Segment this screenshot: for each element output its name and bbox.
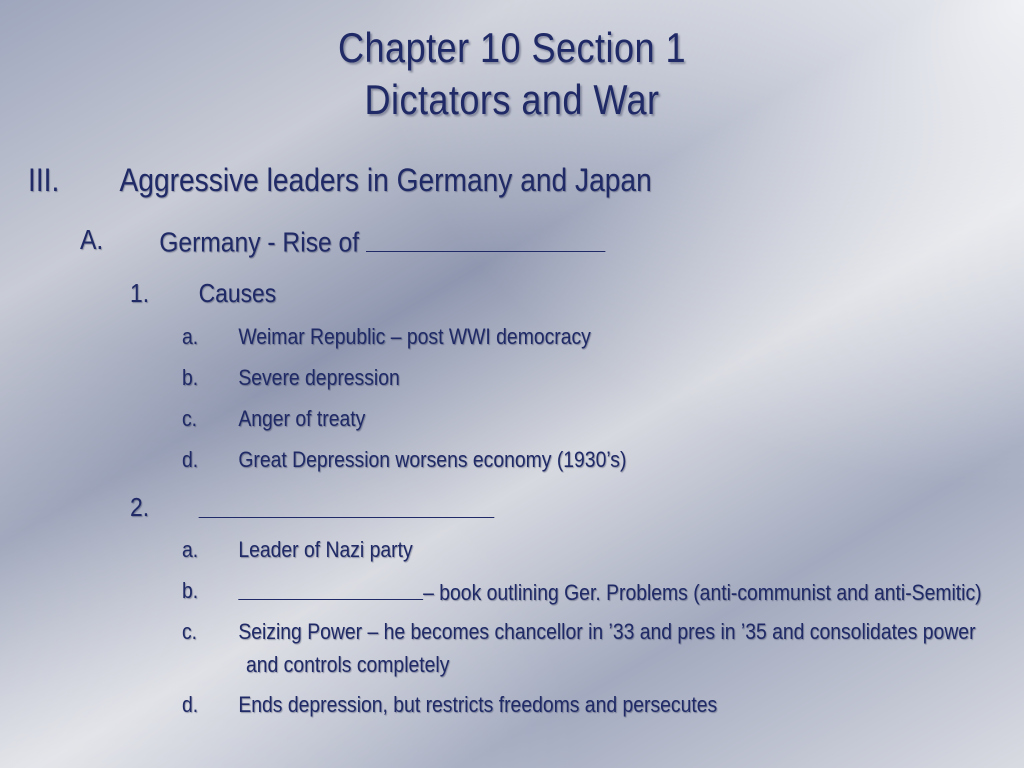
leader-item-text: Seizing Power – he becomes chancellor in ’33 and pres in ’35 and consolidates power bbox=[238, 619, 976, 644]
fill-in-blank bbox=[238, 578, 423, 600]
roman-item-text: Aggressive leaders in Germany and Japan bbox=[119, 162, 652, 198]
number-2: 2. bbox=[130, 492, 150, 522]
leader-item-letter: d. bbox=[182, 692, 199, 717]
leader-item-text: Ends depression, but restricts freedoms and persecutes bbox=[238, 692, 718, 717]
causes-item-text: Anger of treaty bbox=[238, 406, 366, 431]
letter-item-text: Germany - Rise of bbox=[159, 226, 366, 258]
causes-item-letter: d. bbox=[182, 447, 199, 472]
number-1: 1. bbox=[130, 278, 150, 308]
causes-item-text: Great Depression worsens economy (1930’s) bbox=[238, 447, 627, 472]
leader-item-letter: a. bbox=[182, 537, 199, 562]
letter-numeral: A. bbox=[80, 224, 104, 255]
causes-item-letter: a. bbox=[182, 324, 199, 349]
fill-in-blank bbox=[366, 224, 605, 252]
causes-item-letter: b. bbox=[182, 365, 199, 390]
roman-numeral: III. bbox=[28, 162, 60, 198]
leader-item-letter: b. bbox=[182, 578, 199, 603]
causes-item-letter: c. bbox=[182, 406, 198, 431]
causes-item-text: Severe depression bbox=[238, 365, 400, 390]
causes-item-text: Weimar Republic – post WWI democracy bbox=[238, 324, 591, 349]
leader-item-text: and controls completely bbox=[246, 652, 450, 677]
number-1-text: Causes bbox=[198, 278, 277, 308]
slide-title bbox=[72, 22, 953, 126]
title-line-1: Chapter 10 Section 1 bbox=[338, 24, 686, 71]
fill-in-blank bbox=[199, 492, 495, 518]
title-line-2: Dictators and War bbox=[364, 76, 660, 123]
leader-item-text: Leader of Nazi party bbox=[238, 537, 413, 562]
leader-item-letter: c. bbox=[182, 619, 198, 644]
leader-item-text: – book outlining Ger. Problems (anti-communist and anti-Semitic) bbox=[423, 579, 982, 605]
